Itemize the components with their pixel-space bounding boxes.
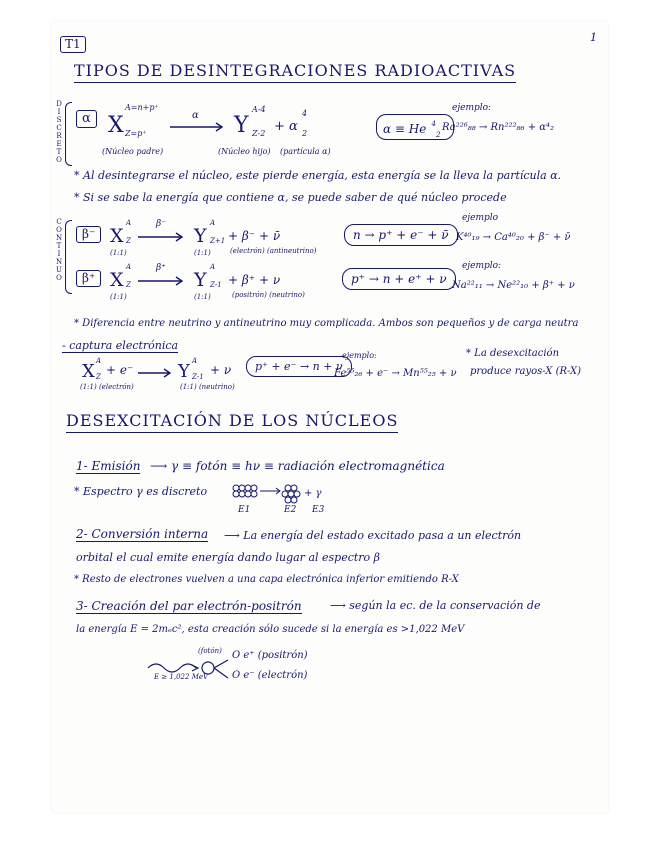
capture-heading: - captura electrónica [62, 339, 179, 352]
pair-energy-label: E ≥ 1,022 MeV [154, 673, 209, 681]
capture-side-note-2: produce rayos-X (R-X) [470, 366, 582, 377]
beta-minus-parent-sup: A [126, 219, 132, 227]
side-label-discreto: D I S C R E T O [56, 100, 62, 164]
emission-e3: E3 [312, 505, 325, 515]
alpha-equiv-sub: 2 [436, 131, 441, 139]
capture-mid: + e⁻ [106, 363, 134, 377]
alpha-equiv-sup: 4 [431, 120, 436, 128]
beta-plus-child-caption: (1:1) [194, 293, 211, 301]
alpha-example-label: ejemplo: [452, 103, 492, 113]
pair-line2: la energía E = 2mₑc², esta creación sólo sucede si la energía es >1,022 MeV [76, 624, 465, 635]
alpha-caption-parent: (Núcleo padre) [102, 147, 164, 156]
alpha-particle-sup: 4 [302, 109, 308, 118]
capture-parent: X [82, 361, 95, 382]
emission-heading: 1- Emisión [76, 459, 141, 473]
capture-child-sup: A [192, 357, 198, 365]
capture-child: Y [178, 361, 190, 382]
beta-minus-child: Y [194, 225, 207, 247]
note-alpha-energy: * Al desintegrarse el núcleo, este pierde energía, esta energía se la lleva la partícula α. [74, 169, 562, 182]
emission-e2: E2 [284, 505, 297, 515]
beta-minus-left-caption: (1:1) [110, 249, 127, 257]
beta-plus-caption: (positrón) (neutrino) [232, 291, 305, 299]
side-label-continuo: C O N T I N U O [55, 218, 63, 282]
alpha-arrow [170, 122, 226, 132]
alpha-parent-symbol: X [108, 113, 124, 138]
pair-positron: O e⁺ (positrón) [232, 650, 308, 661]
beta-plus-tail: + β⁺ + ν [228, 273, 281, 287]
beta-minus-child-sub: Z+1 [210, 237, 226, 245]
desex-title: DESEXCITACIÓN DE LOS NÚCLEOS [66, 412, 398, 433]
beta-plus-arrow [138, 276, 186, 286]
continuo-brace [65, 220, 72, 294]
alpha-child-sub: Z-2 [252, 129, 266, 138]
conversion-line2: orbital el cual emite energía dando lugar al espectro β [76, 551, 381, 564]
pair-line1: ⟶ según la ec. de la conservación de [330, 599, 541, 612]
capture-tail: + ν [210, 363, 232, 377]
beta-minus-reaction-box: n → p⁺ + e⁻ + ν̄ [344, 224, 458, 246]
emission-spectrum: * Espectro γ es discreto [74, 485, 208, 498]
pair-photon-label: (fotón) [198, 647, 222, 655]
note-neutrino: * Diferencia entre neutrino y antineutrino muy complicada. Ambos son pequeños y de carga neutra [74, 318, 579, 329]
beta-minus-child-caption: (1:1) [194, 249, 211, 257]
beta-plus-reaction-box: p⁺ → n + e⁺ + ν [342, 268, 456, 290]
beta-minus-arrow-label: β⁻ [156, 219, 166, 229]
discreto-brace [65, 102, 72, 166]
emission-e1: E1 [238, 505, 251, 515]
conversion-heading: 2- Conversión interna [76, 527, 209, 541]
conversion-line3: * Resto de electrones vuelven a una capa electrónica inferior emitiendo R-X [74, 574, 459, 585]
beta-minus-caption: (electrón) (antineutrino) [230, 247, 317, 255]
capture-parent-sup: A [96, 357, 102, 365]
beta-minus-tail: + β⁻ + ν̄ [228, 229, 281, 243]
alpha-arrow-label: α [192, 110, 199, 121]
beta-plus-box: β⁺ [76, 270, 101, 287]
alpha-caption-particle: (partícula α) [280, 147, 331, 156]
beta-minus-child-sup: A [210, 219, 216, 227]
beta-plus-parent-sup: A [126, 263, 132, 271]
emission-gamma: + γ [304, 488, 322, 499]
alpha-child-symbol: Y [234, 113, 249, 138]
conversion-line1: ⟶ La energía del estado excitado pasa a un electrón [224, 529, 522, 542]
beta-minus-example-label: ejemplo [462, 213, 499, 223]
capture-side-note-1: * La desexcitación [466, 348, 560, 359]
alpha-parent-sup: A=n+p⁺ [125, 103, 159, 112]
alpha-caption-child: (Núcleo hijo) [218, 147, 271, 156]
capture-left-caption: (1:1) (electrón) [80, 383, 134, 391]
capture-child-sub: Z-1 [192, 373, 204, 381]
notebook-page [52, 22, 608, 812]
alpha-plus-particle: + α [274, 119, 298, 134]
page-number: 1 [590, 31, 597, 44]
beta-minus-box: β⁻ [76, 226, 101, 243]
alpha-child-sup: A-4 [252, 105, 266, 114]
beta-plus-child-sup: A [210, 263, 216, 271]
alpha-parent-sub: Z=p⁺ [125, 129, 147, 138]
beta-plus-parent: X [110, 269, 124, 291]
beta-plus-left-caption: (1:1) [110, 293, 127, 301]
note-alpha-source: * Si se sabe la energía que contiene α, se puede saber de qué núcleo procede [74, 191, 507, 204]
topic-tag: T1 [60, 36, 86, 53]
beta-plus-example: Na²²₁₁ → Ne²²₁₀ + β⁺ + ν [452, 280, 575, 291]
alpha-particle-sub: 2 [302, 129, 308, 138]
alpha-example: Ra²²⁶₈₈ → Rn²²²₈₆ + α⁴₂ [442, 122, 555, 133]
capture-right-caption: (1:1) (neutrino) [180, 383, 235, 391]
pair-heading: 3- Creación del par electrón-positrón [76, 599, 302, 613]
capture-parent-sub: Z [96, 373, 101, 381]
capture-arrow [138, 368, 174, 378]
beta-plus-parent-sub: Z [126, 281, 131, 289]
pair-electron: O e⁻ (electrón) [232, 670, 308, 681]
alpha-equiv-text: α ≡ He [383, 122, 427, 136]
beta-plus-child-sub: Z-1 [210, 281, 222, 289]
emission-text: ⟶ γ ≡ fotón ≡ hν ≡ radiación electromagnética [150, 459, 445, 473]
beta-plus-arrow-label: β⁺ [156, 263, 166, 273]
beta-minus-arrow [138, 232, 186, 242]
capture-example: Fe⁵⁵₂₆ + e⁻ → Mn⁵⁵₂₅ + ν [334, 368, 457, 379]
beta-plus-example-label: ejemplo: [462, 261, 502, 271]
alpha-box: α [76, 110, 97, 128]
capture-example-label: ejemplo: [342, 351, 377, 360]
capture-reaction-box: p⁺ + e⁻ → n + ν [246, 356, 352, 377]
beta-minus-parent-sub: Z [126, 237, 131, 245]
beta-plus-child: Y [194, 269, 207, 291]
beta-minus-parent: X [110, 225, 124, 247]
beta-minus-example: K⁴⁰₁₉ → Ca⁴⁰₂₀ + β⁻ + ν̄ [456, 232, 571, 243]
main-title: TIPOS DE DESINTEGRACIONES RADIOACTIVAS [74, 62, 516, 83]
